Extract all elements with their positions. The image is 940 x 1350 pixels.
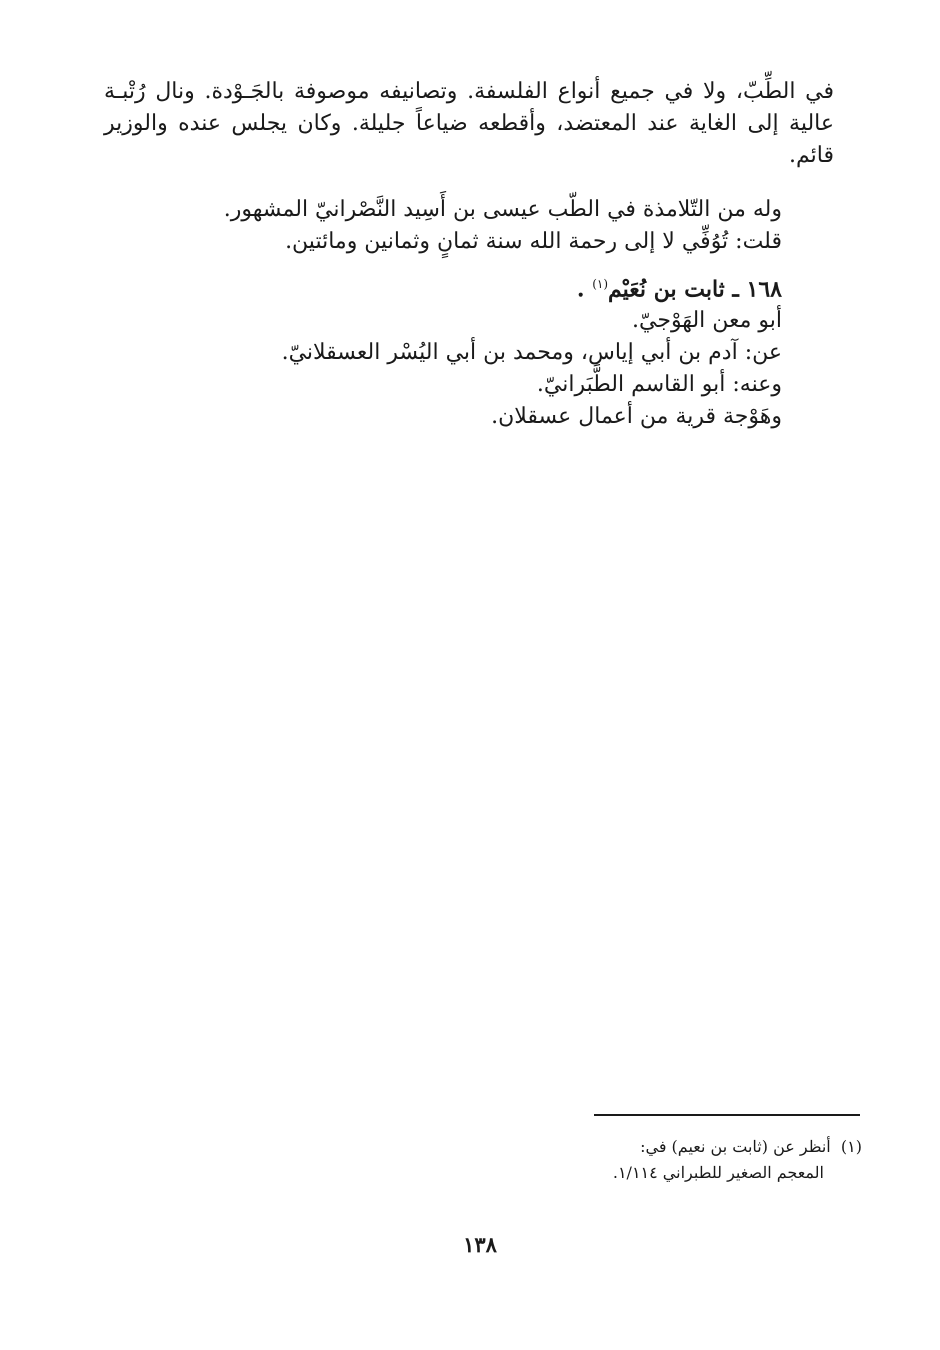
place-note-line: وهَوْجة قرية من أعمال عسقلان.: [491, 404, 782, 430]
footnote-marker: (١): [840, 1137, 862, 1156]
entry-heading-end: .: [576, 276, 585, 303]
page-number: ١٣٨: [463, 1232, 497, 1257]
intro-paragraph: [104, 76, 834, 172]
from-line: عن: آدم بن أبي إياس، ومحمد بن أبي اليُسْر العسقلانيّ.: [281, 340, 782, 366]
footnote-line-2: المعجم الصغير للطبراني ١/١١٤.: [612, 1163, 824, 1182]
students-line: وله من التّلامذة في الطّب عيسى بن أَسِيد النَّصْرانيّ المشهور.: [223, 197, 782, 222]
intro-line-3: قائم.: [789, 143, 834, 168]
footnote-1: [462, 1134, 862, 1186]
body-text: [142, 194, 782, 433]
kunya-line: أبو معن الهَوْجيّ.: [632, 308, 782, 334]
footnote-separator: [594, 1114, 860, 1116]
entry-heading-text: ١٦٨ ـ ثابت بن نُعَيْم: [608, 276, 782, 303]
death-line: قلت: تُوُفِّي لا إلى رحمة الله سنة ثمانٍ وثمانين ومائتين.: [285, 229, 782, 254]
footnote-text-1: أنظر عن (ثابت بن نعيم) في:: [640, 1137, 831, 1156]
intro-line-1: في الطِّبّ، ولا في جميع أنواع الفلسفة. وتصانيفه موصوفة بالجَـوْدة. ونال رُتْبـة: [104, 79, 834, 104]
entry-heading: [142, 268, 782, 305]
intro-line-2: عالية إلى الغاية عند المعتضد، وأقطعه ضياعاً جليلة. وكان يجلس عنده والوزير: [104, 111, 834, 136]
footnote-reference: (١): [592, 277, 609, 291]
footnote-line-1: [462, 1134, 862, 1160]
narrated-by-line: وعنه: أبو القاسم الطَّبَرانيّ.: [536, 372, 782, 398]
